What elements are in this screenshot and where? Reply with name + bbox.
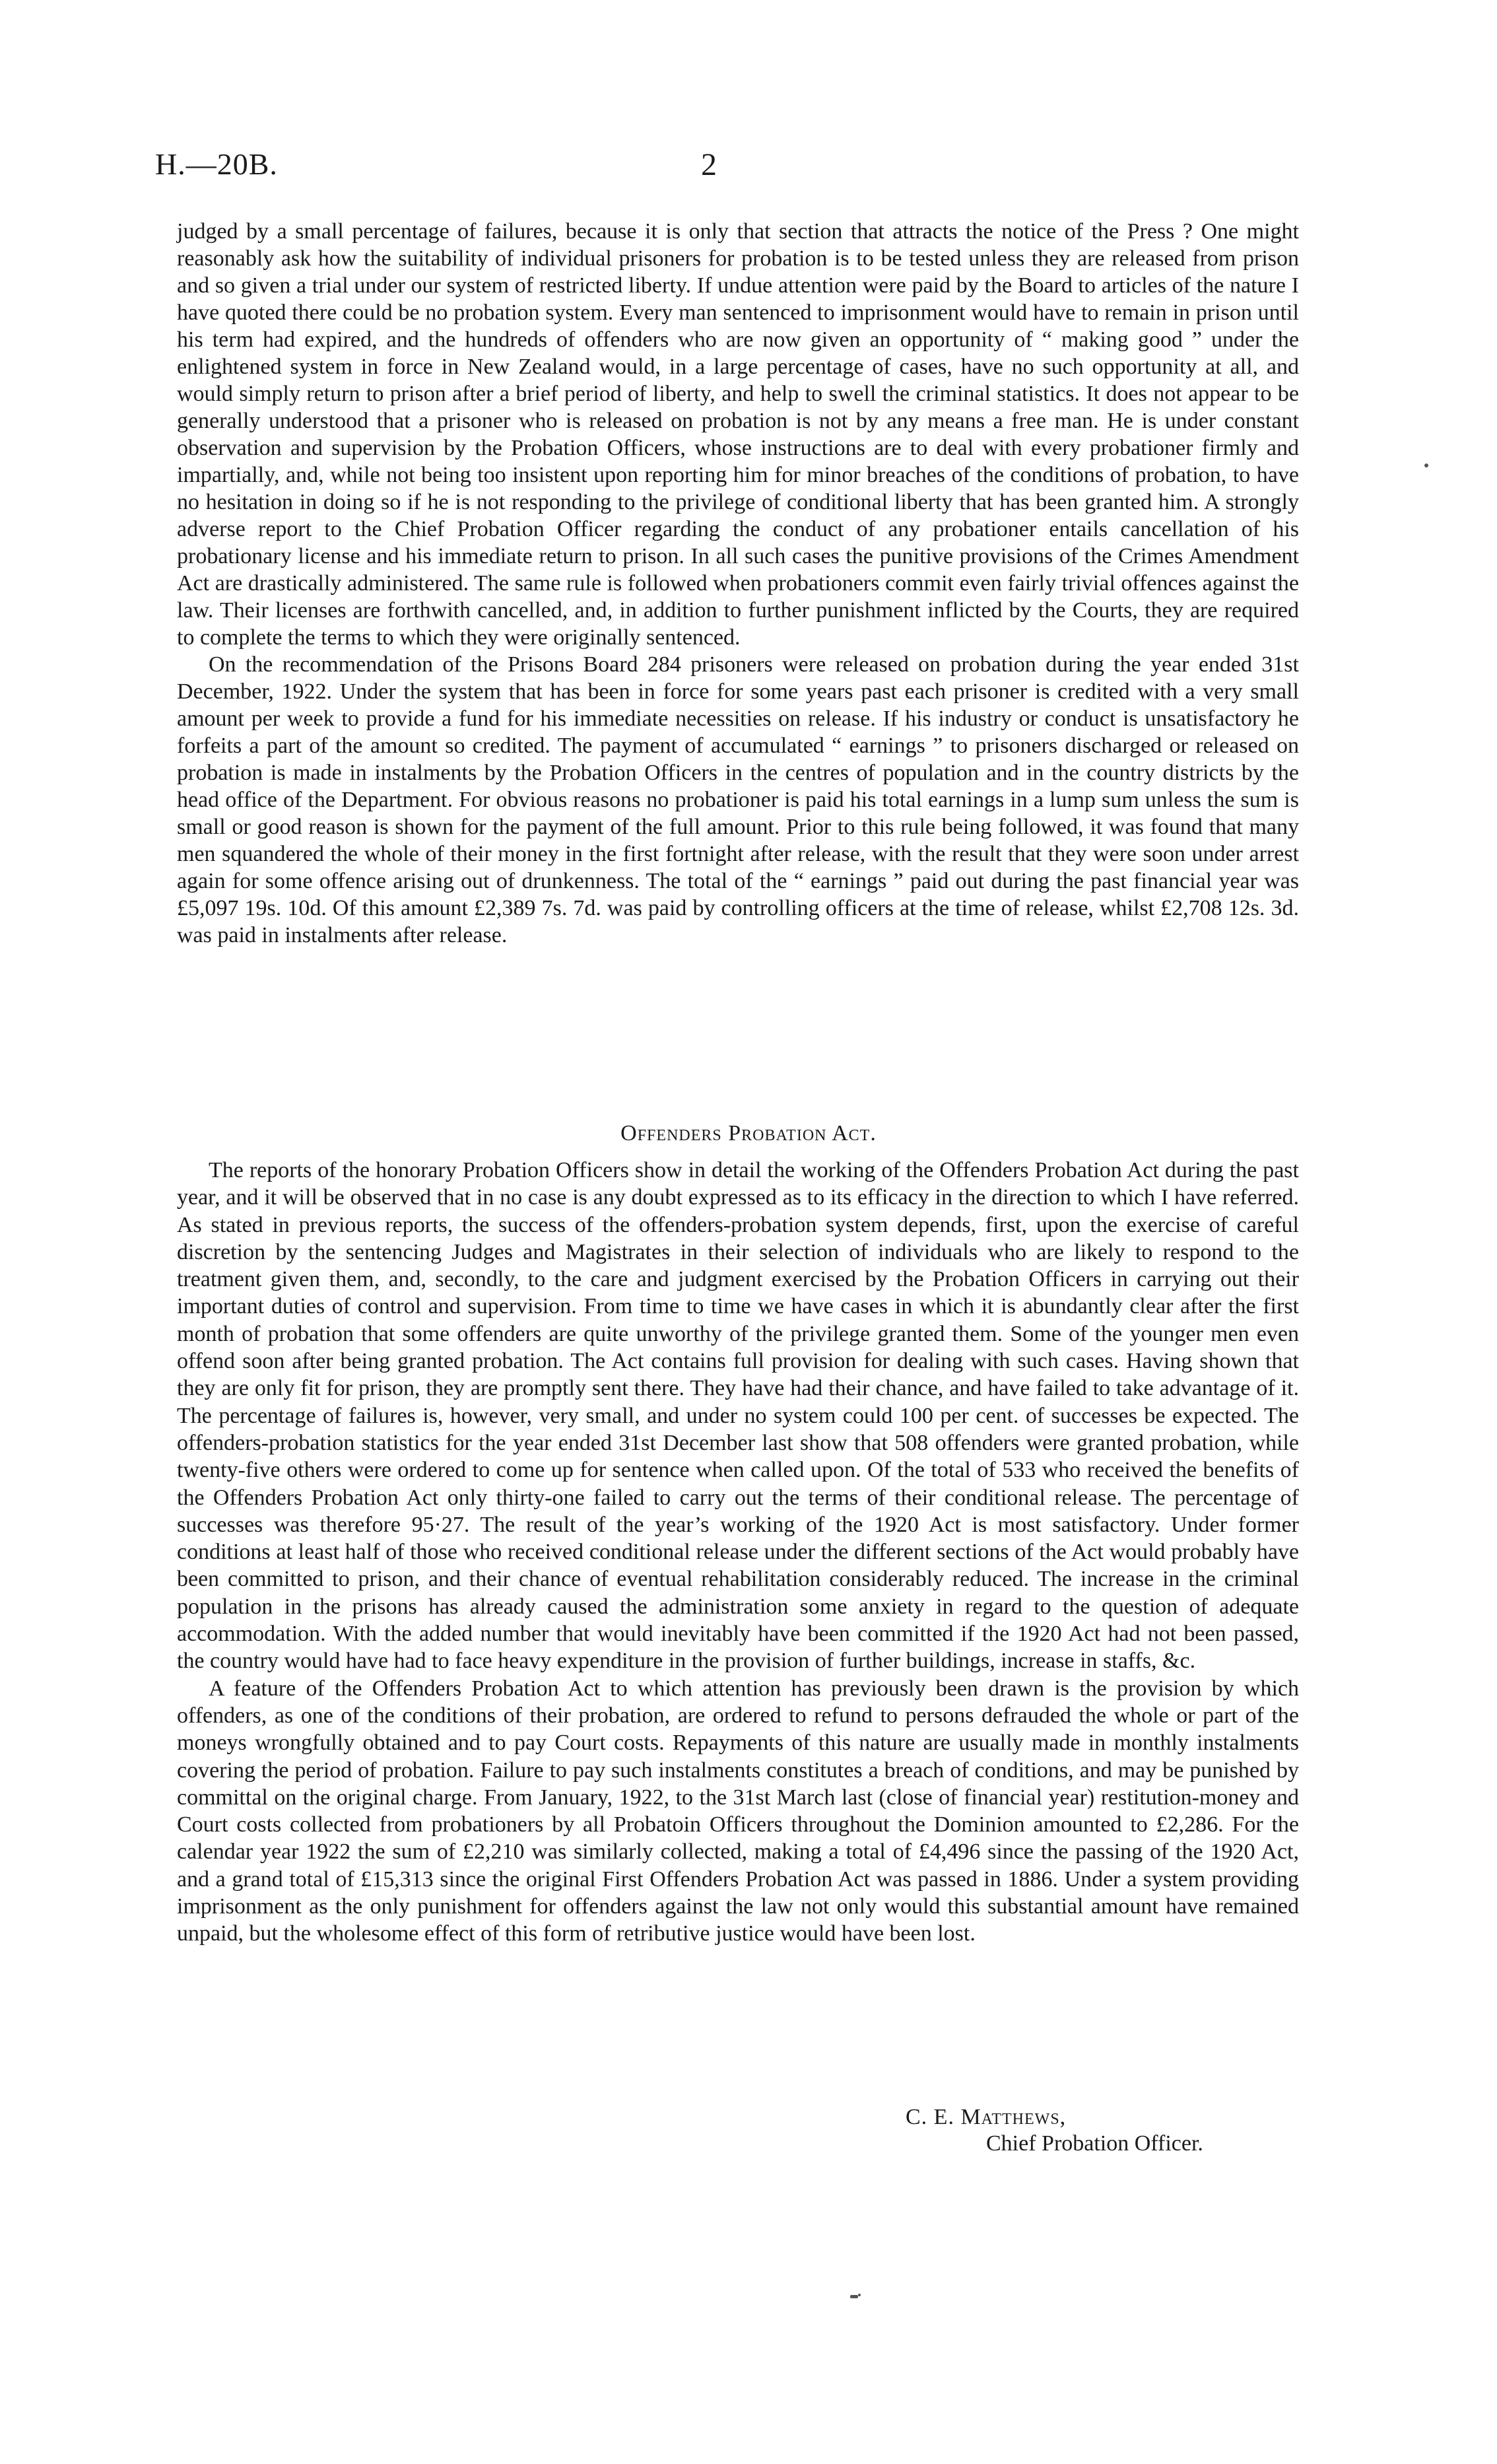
paragraph-restitution: A feature of the Offenders Probation Act to which attention has previously been drawn is the provision by which offenders, as one of the conditions of their probation, are ordered to refund to persons defrauded the whole or part of the moneys wrongfully obtained and to pay Court costs. Repayments of this nature are usually made in monthly instalments covering the period of probation. Failure to pay such instalments constitutes a breach of conditions, and may be punished by committal on the original charge. From January, 1922, to the 31st March last (close of financial year) restitution-money and Court costs collected from probationers by all Probatoin Officers throughout the Dominion amounted to £2,286. For the calendar year 1922 the sum of £2,210 was similarly collected, making a total of £4,496 since the passing of the 1920 Act, and a grand total of £15,313 since the original First Offenders Probation Act was passed in 1886. Under a system providing imprisonment as the only punishment for offenders against the law not only would this substantial amount have remained unpaid, but the wholesome effect of this form of retributive justice would have been lost. (177, 1676, 1299, 1946)
paragraph-continuation: judged by a small percentage of failures, because it is only that section that attracts the notice of the Press ? One might reasonably ask how the suitability of individual prisoners for probation is to be tested unless they are released from prison and so given a trial under our system of restricted liberty. If undue attention were paid by the Board to articles of the nature I have quoted there could be no probation system. Every man sentenced to imprisonment would have to remain in prison until his term had expired, and the hundreds of offenders who are now given an opportunity of “ making good ” under the enlightened system in force in New Zealand would, in a large percentage of cases, have no such opportunity at all, and would simply return to prison after a brief period of liberty, and help to swell the criminal statistics. It does not appear to be generally understood that a prisoner who is released on probation is not by any means a free man. He is under constant observation and supervision by the Probation Officers, whose instructions are to deal with every probationer firmly and impartially, and, while not being too insistent upon reporting him for minor breaches of the conditions of probation, to have no hesitation in doing so if he is not responding to the privilege of conditional liberty that has been granted him. A strongly adverse report to the Chief Probation Officer regarding the conduct of any probationer entails cancellation of his probationary license and his immediate return to prison. In all such cases the punitive provisions of the Crimes Amendment Act are drastically administered. The same rule is followed when probationers commit even fairly trivial offences against the law. Their licenses are forthwith cancelled, and, in addition to further punishment inflicted by the Courts, they are required to complete the terms to which they were originally sentenced. (177, 219, 1299, 650)
parliamentary-paper-reference (155, 147, 278, 182)
print-speck (850, 2295, 858, 2298)
section-text (177, 1157, 1299, 1948)
signatory-name: C. E. Matthews, (906, 2105, 1067, 2129)
paragraph-honorary-reports: The reports of the honorary Probation Officers show in detail the working of the Offenders Probation Act during the past year, and it will be observed that in no case is any doubt expressed as to its efficacy in the direction to which I have referred. As stated in previous reports, the success of the offenders-probation system depends, first, upon the exercise of careful discretion by the sentencing Judges and Magistrates in their selection of individuals who are likely to respond to the treatment given them, and, secondly, to the care and judgment exercised by the Probation Officers in carrying out their important duties of control and supervision. From time to time we have cases in which it is abundantly clear after the first month of probation that some offenders are quite unworthy of the privilege granted them. Some of the younger men even offend soon after being granted probation. The Act contains full provision for dealing with such cases. Having shown that they are only fit for prison, they are promptly sent there. They have had their chance, and have failed to take advantage of it. The percentage of failures is, however, very small, and under no system could 100 per cent. of successes be expected. The offenders-probation statistics for the year ended 31st December last show that 508 offenders were granted probation, while twenty-five others were ordered to come up for sentence when called upon. Of the total of 533 who received the benefits of the Offenders Probation Act only thirty-one failed to carry out the terms of their conditional release. The percentage of successes was therefore 95·27. The result of the year’s working of the 1920 Act is most satisfactory. Under former conditions at least half of those who received conditional release under the different sections of the Act would probably have been committed to prison, and their chance of eventual rehabilitation considerably reduced. The increase in the criminal population in the prisons has already caused the administration some anxiety in regard to the question of adequate accommodation. With the added number that would inevitably have been committed if the 1920 Act had not been passed, the country would have had to face heavy expenditure in the provision of further buildings, increase in staffs, &c. (177, 1158, 1299, 1674)
reference-prefix: H.—20 (155, 147, 249, 181)
print-speck (1424, 463, 1428, 467)
section-heading: Offenders Probation Act. (620, 1121, 877, 1146)
print-speck (858, 2294, 861, 2296)
signatory-title: Chief Probation Officer. (986, 2131, 1203, 2156)
body-text (177, 218, 1299, 949)
reference-suffix: B (248, 147, 270, 181)
page-number: 2 (701, 147, 717, 182)
reference-dot: . (269, 147, 278, 181)
paragraph-earnings: On the recommendation of the Prisons Board 284 prisoners were released on probation during the year ended 31st December, 1922. Under the system that has been in force for some years past each prisoner is credited with a very small amount per week to provide a fund for his immediate necessities on release. If his industry or conduct is unsatisfactory he forfeits a part of the amount so credited. The payment of accumulated “ earnings ” to prisoners discharged or released on probation is made in instalments by the Probation Officers in the centres of population and in the country districts by the head office of the Department. For obvious reasons no probationer is paid his total earnings in a lump sum unless the sum is small or good reason is shown for the payment of the full amount. Prior to this rule being followed, it was found that many men squandered the whole of their money in the first fortnight after release, with the result that they were soon under arrest again for some offence arising out of drunkenness. The total of the “ earnings ” paid out during the past financial year was £5,097 19s. 10d. Of this amount £2,389 7s. 7d. was paid by controlling officers at the time of release, whilst £2,708 12s. 3d. was paid in instalments after release. (177, 652, 1299, 947)
